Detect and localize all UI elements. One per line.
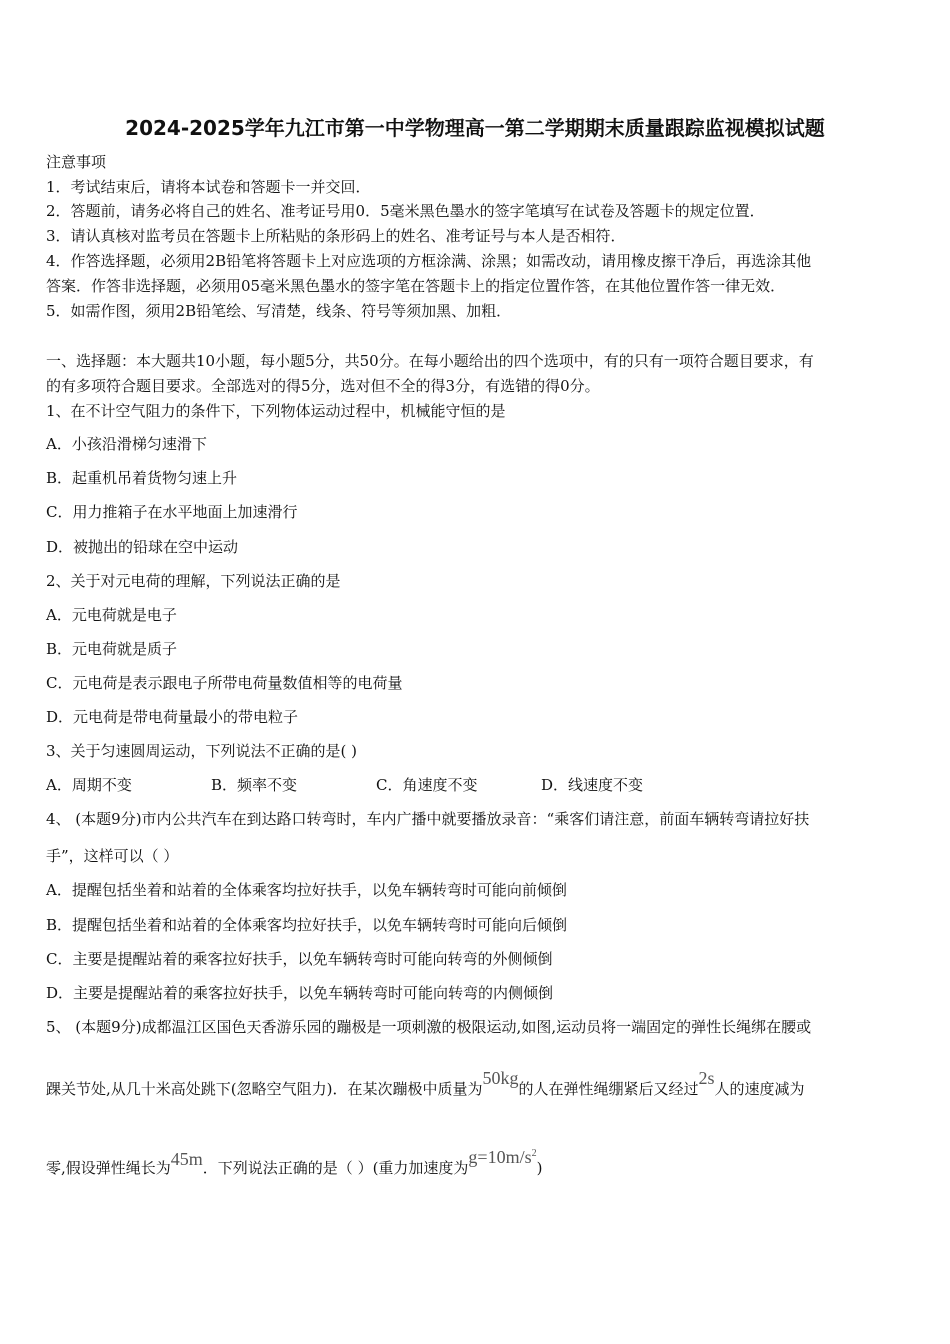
question-3-options	[46, 775, 906, 795]
length-formula: 45m	[170, 1149, 203, 1169]
question-4-option-c: C．主要是提醒站着的乘客拉好扶手，以免车辆转弯时可能向转弯的外侧倾倒	[46, 950, 553, 968]
time-formula: 2s	[698, 1068, 715, 1088]
question-2-option-a: A．元电荷就是电子	[46, 606, 177, 624]
q5-text: 的人在弹性绳绷紧后又经过	[518, 1080, 699, 1098]
question-3-option-c: C．角速度不变	[376, 776, 478, 794]
question-3-option-d: D．线速度不变	[541, 776, 644, 794]
question-5-stem-line3	[46, 1147, 543, 1178]
question-5-stem-line2	[46, 1068, 805, 1099]
question-3-option-a: A．周期不变	[46, 776, 132, 794]
q5-text: 踝关节处,从几十米高处跳下(忽略空气阻力)．在某次蹦极中质量为	[46, 1080, 483, 1098]
gravity-formula	[468, 1147, 536, 1167]
question-1-option-c: C．用力推箱子在水平地面上加速滑行	[46, 503, 298, 521]
question-1-option-d: D．被抛出的铅球在空中运动	[46, 538, 239, 556]
question-2-option-b: B．元电荷就是质子	[46, 640, 178, 658]
gravity-exponent: 2	[531, 1148, 537, 1159]
question-4-option-d: D．主要是提醒站着的乘客拉好扶手，以免车辆转弯时可能向转弯的内侧倾倒	[46, 984, 554, 1002]
gravity-value: g=10m/s	[468, 1147, 532, 1167]
question-4-stem-cont: 手”，这样可以（ ）	[46, 847, 179, 865]
question-4-option-a: A．提醒包括坐着和站着的全体乘客均拉好扶手，以免车辆转弯时可能向前倾倒	[46, 881, 567, 899]
q5-text: )	[536, 1159, 543, 1177]
notice-item: 4．作答选择题，必须用2B铅笔将答题卡上对应选项的方框涂满、涂黑；如需改动，请用橡皮擦干净后，再选涂其他	[46, 252, 812, 270]
mass-formula: 50kg	[482, 1068, 519, 1088]
notice-heading: 注意事项	[46, 153, 107, 171]
question-2-option-c: C．元电荷是表示跟电子所带电荷量数值相等的电荷量	[46, 674, 403, 692]
q5-text: 零,假设弹性绳长为	[46, 1159, 171, 1177]
question-4-stem: 4、 (本题9分)市内公共汽车在到达路口转弯时，车内广播中就要播放录音：“乘客们请注意，前面车辆转弯请拉好扶	[46, 810, 810, 828]
notice-item: 2．答题前，请务必将自己的姓名、准考证号用0．5毫米黑色墨水的签字笔填写在试卷及答题卡的规定位置．	[46, 202, 765, 220]
exam-title: 2024-2025学年九江市第一中学物理高一第二学期期末质量跟踪监视模拟试题	[125, 116, 825, 140]
notice-item: 3．请认真核对监考员在答题卡上所粘贴的条形码上的姓名、准考证号与本人是否相符．	[46, 227, 626, 245]
q5-text: ．下列说法正确的是（ ）(重力加速度为	[202, 1159, 469, 1177]
question-4-option-b: B．提醒包括坐着和站着的全体乘客均拉好扶手，以免车辆转弯时可能向后倾倒	[46, 916, 568, 934]
question-5-stem: 5、 (本题9分)成都温江区国色天香游乐园的蹦极是一项刺激的极限运动,如图,运动员将一端固定的弹性长绳绑在腰或	[46, 1018, 812, 1036]
question-2-option-d: D．元电荷是带电荷量最小的带电粒子	[46, 708, 299, 726]
question-3-stem: 3、关于匀速圆周运动，下列说法不正确的是( )	[46, 742, 358, 760]
q5-text: 人的速度减为	[714, 1080, 805, 1098]
section-intro: 一、选择题：本大题共10小题，每小题5分，共50分。在每小题给出的四个选项中，有的只有一项符合题目要求，有	[46, 352, 814, 370]
question-1-option-a: A．小孩沿滑梯匀速滑下	[46, 435, 207, 453]
notice-item: 答案．作答非选择题，必须用05毫米黑色墨水的签字笔在答题卡上的指定位置作答，在其他位置作答一律无效．	[46, 277, 786, 295]
question-2-stem: 2、关于对元电荷的理解，下列说法正确的是	[46, 572, 341, 590]
question-1-option-b: B．起重机吊着货物匀速上升	[46, 469, 238, 487]
question-1-stem: 1、在不计空气阻力的条件下，下列物体运动过程中，机械能守恒的是	[46, 402, 506, 420]
notice-item: 5．如需作图，须用2B铅笔绘、写清楚，线条、符号等须加黑、加粗．	[46, 302, 512, 320]
question-3-option-b: B．频率不变	[211, 776, 298, 794]
section-intro: 的有多项符合题目要求。全部选对的得5分，选对但不全的得3分，有选错的得0分。	[46, 377, 600, 395]
notice-item: 1．考试结束后，请将本试卷和答题卡一并交回．	[46, 178, 371, 196]
